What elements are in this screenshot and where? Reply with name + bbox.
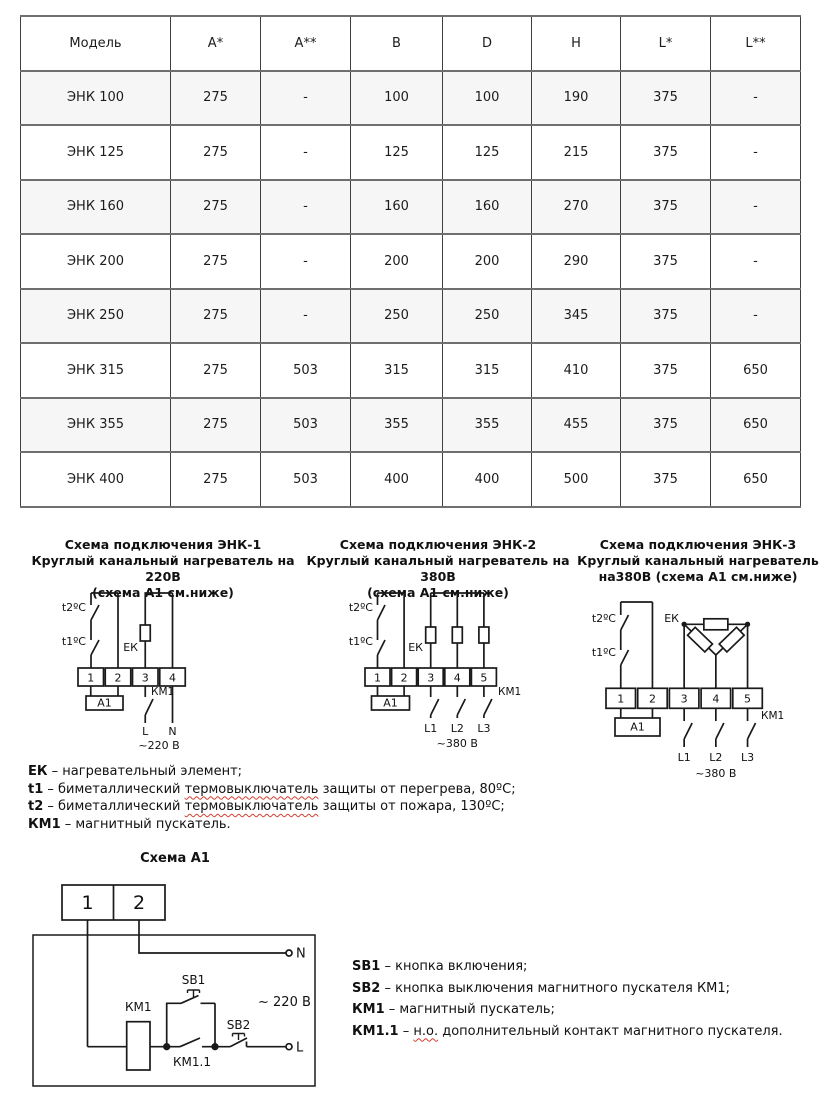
l-label: L: [296, 1040, 304, 1056]
diagram2-title-line3: (схема А1 см.ниже): [367, 584, 509, 600]
n-label: N: [296, 946, 306, 962]
km1-label: КМ1: [498, 686, 522, 698]
a1-label: А1: [383, 696, 398, 710]
table-cell: 275: [171, 234, 261, 289]
t1-label: t1ºC: [61, 635, 86, 648]
a1-label: А1: [630, 720, 645, 734]
ek-label: ЕК: [123, 641, 138, 654]
terminal-number: 2: [132, 892, 146, 914]
table-cell: 275: [171, 71, 261, 126]
table-cell: 455: [532, 398, 621, 453]
terminal-number: 2: [400, 671, 408, 685]
heater-element-icon: [719, 627, 744, 652]
column-header: L**: [711, 16, 801, 71]
table-cell: ЭНК 315: [21, 343, 171, 398]
legend-item: КМ1 – магнитный пускатель;: [352, 1002, 555, 1017]
t2-label: t2ºC: [591, 612, 616, 625]
table-cell: 200: [443, 234, 532, 289]
legend-item: ЕК – нагревательный элемент;: [28, 764, 243, 779]
phase-l3-label: L3: [740, 751, 755, 764]
table-cell: -: [261, 71, 351, 126]
phase-l1-label: L1: [677, 751, 691, 764]
legend-item: КМ1.1 – н.о. дополнительный контакт магнитного пускателя.: [352, 1023, 783, 1039]
spec-table-body: [21, 71, 801, 507]
table-cell: 650: [711, 398, 801, 453]
table-cell: -: [261, 289, 351, 344]
km1-contact-icon: [431, 686, 439, 718]
diagram1-title-line2: Круглый канальный нагреватель на 220В: [31, 552, 295, 584]
voltage-label: ~220 В: [138, 739, 180, 752]
table-cell: 650: [711, 452, 801, 507]
a1-labels: [81, 892, 310, 1069]
phase-l2-label: L2: [709, 751, 723, 764]
phase-l-label: L: [142, 725, 149, 738]
km1-label: КМ1: [151, 686, 175, 698]
table-cell: -: [261, 125, 351, 180]
heater-element-icon: [688, 627, 713, 652]
table-cell: -: [711, 289, 801, 344]
voltage-label: ~ 220 В: [258, 995, 311, 1010]
thermal-switch-icon: [378, 605, 386, 655]
n-terminal-icon: [286, 950, 292, 956]
wiring-diagram-enk1: [30, 585, 310, 760]
table-cell: -: [711, 125, 801, 180]
table-cell: 275: [171, 125, 261, 180]
enk1-labels: [62, 601, 180, 752]
table-cell: 345: [532, 289, 621, 344]
column-header: A*: [171, 16, 261, 71]
table-cell: 200: [351, 234, 443, 289]
legend-item: КМ1 – магнитный пускатель.: [28, 816, 231, 832]
table-cell: 160: [351, 180, 443, 235]
table-row: [21, 180, 801, 235]
terminal-number: 3: [680, 692, 688, 706]
terminal-number: 5: [480, 671, 488, 685]
terminal-number: 1: [374, 671, 381, 685]
spellcheck-word: н.о.: [413, 1023, 439, 1039]
column-header: Модель: [21, 16, 171, 71]
terminal-number: 4: [712, 692, 720, 706]
table-cell: -: [261, 234, 351, 289]
diagram3-title: [572, 537, 820, 585]
km1-coil: [127, 1022, 150, 1070]
phase-l2-label: L2: [450, 722, 464, 735]
table-cell: 355: [443, 398, 532, 453]
terminal-number: 1: [81, 892, 94, 914]
wiring-diagram-enk3: [575, 595, 820, 795]
diagram2-title-line2: Круглый канальный нагреватель на 380В: [306, 552, 570, 584]
schema-a1-title: Схема А1: [140, 851, 210, 866]
l-terminal-icon: [286, 1044, 292, 1050]
table-cell: 275: [171, 343, 261, 398]
terminal-number: 3: [141, 671, 149, 685]
table-cell: 275: [171, 452, 261, 507]
phase-l1-label: L1: [424, 722, 438, 735]
table-cell: 375: [621, 343, 711, 398]
km1-label: КМ1: [125, 1000, 152, 1014]
km1-label: КМ1: [761, 710, 785, 722]
terminal-number: 4: [453, 671, 461, 685]
table-row: [21, 398, 801, 453]
km11-contact-icon: [180, 1038, 200, 1047]
legend-term: КМ1: [28, 816, 61, 832]
table-cell: 275: [171, 180, 261, 235]
terminal-number: 5: [744, 692, 752, 706]
t1-label: t1ºC: [591, 646, 616, 659]
km1-contact-icon: [716, 708, 724, 747]
thermal-switch-icon: [91, 605, 99, 655]
table-cell: 375: [621, 398, 711, 453]
table-cell: 503: [261, 343, 351, 398]
schema-a1-legend: [352, 956, 812, 1042]
terminal-number: 2: [648, 692, 656, 706]
table-cell: ЭНК 200: [21, 234, 171, 289]
sb2-button-icon: [233, 1034, 245, 1041]
legend-term: t2: [28, 799, 44, 814]
legend-term: SB1: [352, 959, 381, 974]
schema-a1-diagram: [25, 845, 325, 1090]
table-cell: -: [711, 71, 801, 126]
terminal-number: 3: [427, 671, 435, 685]
table-cell: 375: [621, 71, 711, 126]
legend-item: t2 – биметаллический термовыключатель защиты от пожара, 130ºС;: [28, 799, 505, 814]
legend-term: КМ1.1: [352, 1023, 399, 1039]
legend-item: SB2 – кнопка выключения магнитного пускателя КМ1;: [352, 980, 731, 996]
enk2-labels: [349, 601, 521, 750]
terminal-number: 1: [617, 692, 625, 706]
km1-contact-icon: [484, 686, 492, 718]
enk1-wires: [78, 593, 185, 723]
heater-element-icon: [426, 627, 436, 643]
table-cell: -: [261, 180, 351, 235]
sb2-label: SB2: [226, 1018, 251, 1032]
table-cell: 100: [443, 71, 532, 126]
km1-contact-icon: [684, 708, 692, 747]
table-cell: 375: [621, 125, 711, 180]
spellcheck-word: термовыключатель: [184, 799, 319, 814]
table-cell: 400: [351, 452, 443, 507]
table-cell: ЭНК 125: [21, 125, 171, 180]
legend-term: t1: [28, 781, 44, 797]
table-cell: 503: [261, 452, 351, 507]
sb1-contact-icon: [181, 996, 199, 1004]
km1-contact-icon: [457, 686, 465, 718]
table-cell: 270: [532, 180, 621, 235]
table-cell: ЭНК 400: [21, 452, 171, 507]
voltage-label: ~380 В: [436, 737, 478, 750]
table-cell: ЭНК 160: [21, 180, 171, 235]
table-row: [21, 71, 801, 126]
table-cell: 275: [171, 398, 261, 453]
table-cell: 215: [532, 125, 621, 180]
phase-n-label: N: [168, 725, 177, 738]
table-cell: 315: [351, 343, 443, 398]
voltage-label: ~380 В: [695, 767, 737, 780]
table-cell: 375: [621, 180, 711, 235]
diagram1-title-line1: Схема подключения ЭНК-1: [64, 537, 262, 552]
diagram3-title-line2: Круглый канальный нагреватель: [577, 552, 819, 568]
table-cell: 290: [532, 234, 621, 289]
ek-label: ЕК: [664, 612, 679, 625]
heater-element-icon: [140, 625, 150, 641]
terminal-number: 2: [114, 671, 122, 685]
heater-element-icon: [452, 627, 462, 643]
column-header: D: [443, 16, 532, 71]
components-legend: [28, 763, 528, 833]
diagram2-title-line1: Схема подключения ЭНК-2: [339, 537, 537, 552]
column-header: H: [532, 16, 621, 71]
t2-label: t2ºC: [348, 601, 373, 614]
table-cell: ЭНК 100: [21, 71, 171, 126]
table-cell: ЭНК 355: [21, 398, 171, 453]
column-header: B: [351, 16, 443, 71]
table-cell: 250: [443, 289, 532, 344]
table-cell: 500: [532, 452, 621, 507]
terminal-number: 1: [87, 671, 95, 685]
diagram1-title-line3: (схема А1 см.ниже): [92, 584, 234, 600]
table-cell: 125: [351, 125, 443, 180]
diagram3-title-line3: на380В (схема А1 см.ниже): [598, 568, 798, 584]
thermal-switch-icon: [621, 615, 629, 665]
table-cell: 250: [351, 289, 443, 344]
table-cell: 400: [443, 452, 532, 507]
km11-label: КМ1.1: [173, 1055, 211, 1069]
table-cell: 410: [532, 343, 621, 398]
table-cell: -: [711, 180, 801, 235]
table-cell: 375: [621, 234, 711, 289]
table-cell: 125: [443, 125, 532, 180]
table-row: [21, 343, 801, 398]
diagram3-title-line1: Схема подключения ЭНК-3: [599, 537, 797, 552]
phase-l3-label: L3: [477, 722, 491, 735]
table-cell: 650: [711, 343, 801, 398]
legend-item: SB1 – кнопка включения;: [352, 959, 528, 974]
spellcheck-word: термовыключатель: [184, 781, 319, 797]
table-cell: 100: [351, 71, 443, 126]
legend-term: ЕК: [28, 764, 48, 779]
t2-label: t2ºC: [61, 601, 86, 614]
heater-element-icon: [479, 627, 489, 643]
table-cell: 375: [621, 452, 711, 507]
terminal-number: 4: [169, 671, 176, 685]
table-row: [21, 289, 801, 344]
table-cell: ЭНК 250: [21, 289, 171, 344]
legend-term: КМ1: [352, 1002, 385, 1017]
t1-label: t1ºC: [348, 635, 373, 648]
table-cell: 355: [351, 398, 443, 453]
table-cell: 315: [443, 343, 532, 398]
ek-label: ЕК: [408, 641, 423, 654]
heater-element-icon: [704, 619, 728, 630]
sb1-label: SB1: [181, 973, 206, 987]
column-header: L*: [621, 16, 711, 71]
table-cell: 160: [443, 180, 532, 235]
table-cell: 375: [621, 289, 711, 344]
table-row: [21, 452, 801, 507]
wiring-diagram-enk2: [310, 585, 590, 770]
table-row: [21, 125, 801, 180]
column-header: A**: [261, 16, 351, 71]
table-cell: 190: [532, 71, 621, 126]
legend-item: t1 – биметаллический термовыключатель защиты от перегрева, 80ºС;: [28, 781, 516, 797]
dimensions-table: [20, 15, 801, 508]
legend-term: SB2: [352, 980, 381, 996]
km1-contact-icon: [748, 708, 756, 747]
table-header-row: [21, 16, 801, 71]
table-cell: 503: [261, 398, 351, 453]
table-cell: -: [711, 234, 801, 289]
a1-label: А1: [97, 696, 112, 710]
table-cell: 275: [171, 289, 261, 344]
table-row: [21, 234, 801, 289]
